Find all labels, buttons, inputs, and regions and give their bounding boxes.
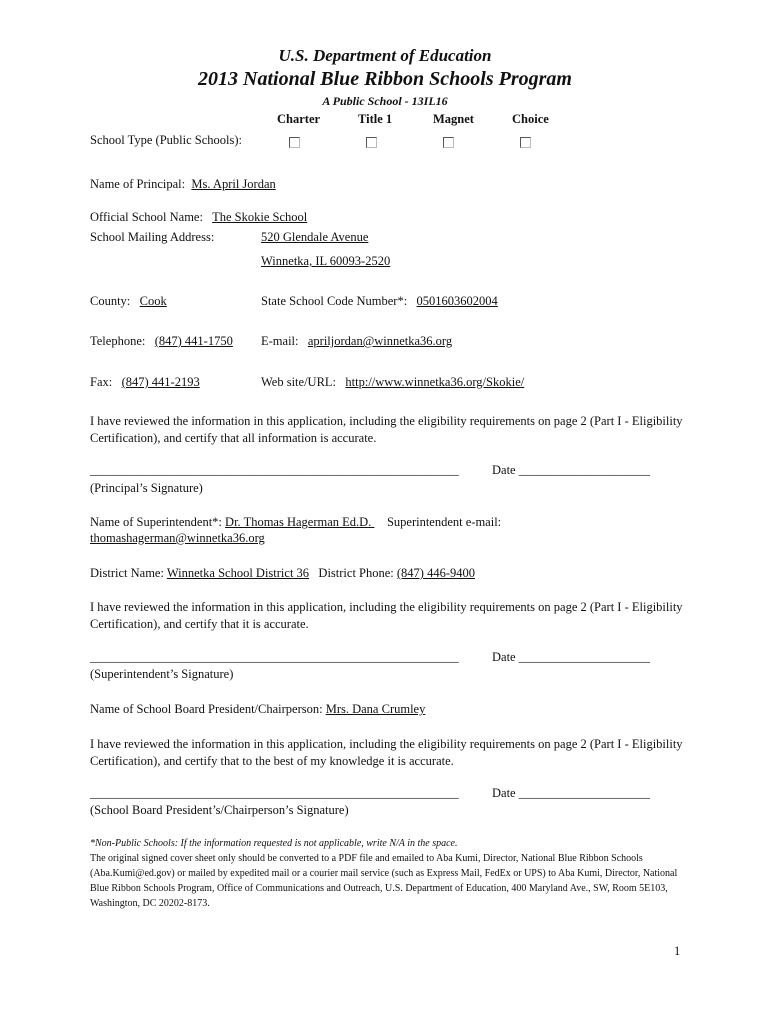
option-label-magnet: Magnet — [433, 112, 474, 126]
principal-date-row — [492, 463, 650, 478]
board-date-label: Date — [492, 786, 516, 800]
state-code-value: 0501603602004 — [416, 294, 498, 308]
county-value: Cook — [139, 294, 167, 308]
footnote — [90, 836, 690, 911]
principal-date-label: Date — [492, 463, 516, 477]
mailing-line2: Winnetka, IL 60093-2520 — [261, 254, 391, 268]
principal-signature-line: ___________________________________________________________ — [90, 463, 459, 477]
district-label: District Name: — [90, 566, 164, 580]
telephone-value: (847) 441-1750 — [154, 334, 233, 348]
board-date-row — [492, 786, 650, 801]
checkbox-magnet[interactable] — [443, 137, 454, 148]
fax-label: Fax: — [90, 375, 113, 389]
superintendent-label: Name of Superintendent*: — [90, 515, 222, 529]
telephone-row — [90, 334, 233, 349]
board-row — [90, 702, 425, 717]
county-label: County: — [90, 294, 131, 308]
superintendent-date-row — [492, 650, 650, 665]
district-row — [90, 566, 475, 581]
district-value: Winnetka School District 36 — [166, 566, 310, 580]
board-certification: I have reviewed the information in this application, including the eligibility requirements on page 2 (Part I - Eligibility Certification), and certify that to the best of my knowledge it is accurate. — [90, 737, 683, 768]
board-value: Mrs. Dana Crumley — [325, 702, 426, 716]
school-name-row — [90, 210, 307, 225]
mailing-label: School Mailing Address: — [90, 230, 215, 244]
superintendent-value: Dr. Thomas Hagerman Ed.D. — [225, 515, 375, 529]
principal-signature-caption: (Principal’s Signature) — [90, 481, 203, 495]
board-label: Name of School Board President/Chairperson: — [90, 702, 323, 716]
email-value[interactable]: apriljordan@winnetka36.org — [307, 334, 453, 348]
principal-row — [90, 177, 276, 192]
email-label: E-mail: — [261, 334, 299, 348]
county-row — [90, 294, 167, 309]
superintendent-signature-caption: (Superintendent’s Signature) — [90, 667, 234, 681]
option-label-charter: Charter — [277, 112, 321, 126]
page-number: 1 — [674, 944, 681, 958]
principal-label: Name of Principal: — [90, 177, 186, 191]
board-signature-caption: (School Board President’s/Chairperson’s Signature) — [90, 803, 349, 817]
district-phone-label: District Phone: — [318, 566, 394, 580]
state-code-label: State School Code Number*: — [261, 294, 408, 308]
checkbox-title1[interactable] — [366, 137, 377, 148]
email-row — [261, 334, 452, 349]
district-phone-value: (847) 446-9400 — [396, 566, 476, 580]
checkbox-choice[interactable] — [520, 137, 531, 148]
superintendent-date-label: Date — [492, 650, 516, 664]
state-code-row — [261, 294, 498, 309]
superintendent-row — [90, 515, 501, 530]
superintendent-signature-line: ___________________________________________________________ — [90, 650, 459, 664]
principal-date-line: _____________________ — [518, 463, 650, 477]
option-label-title1: Title 1 — [358, 112, 393, 126]
header-department: U.S. Department of Education — [278, 46, 492, 65]
fax-row — [90, 375, 200, 390]
website-label: Web site/URL: — [261, 375, 337, 389]
principal-value: Ms. April Jordan — [191, 177, 276, 191]
fax-value: (847) 441-2193 — [121, 375, 200, 389]
principal-certification: I have reviewed the information in this application, including the eligibility requirements on page 2 (Part I - Eligibility Certification), and certify that all information is accurate. — [90, 414, 683, 445]
board-date-line: _____________________ — [518, 786, 650, 800]
board-signature-line: ___________________________________________________________ — [90, 786, 459, 800]
superintendent-email-value[interactable]: thomashagerman@winnetka36.org — [90, 531, 265, 545]
school-name-value: The Skokie School — [212, 210, 308, 224]
mailing-line1: 520 Glendale Avenue — [261, 230, 369, 244]
header-school-id: A Public School - 13IL16 — [322, 94, 448, 108]
telephone-label: Telephone: — [90, 334, 146, 348]
superintendent-certification: I have reviewed the information in this application, including the eligibility requirements on page 2 (Part I - Eligibility Certification), and certify that it is accurate. — [90, 600, 683, 631]
school-name-label: Official School Name: — [90, 210, 203, 224]
superintendent-date-line: _____________________ — [518, 650, 650, 664]
school-type-label: School Type (Public Schools): — [90, 133, 243, 147]
website-value[interactable]: http://www.winnetka36.org/Skokie/ — [345, 375, 525, 389]
footnote-instructions: The original signed cover sheet only should be converted to a PDF file and emailed to Aba Kumi, Director, National Blue Ribbon Schools (Aba.Kumi@ed.gov) or mailed by expedited mail or a courier mail service (such as Express Mail, FedEx or UPS) to Aba Kumi, Director, National Blue Ribbon Schools Program, Office of Communications and Outreach, U.S. Department of Education, 400 Maryland Ave., SW, Room 5E103, Washington, DC 20202-8173. — [90, 853, 678, 909]
header-program-title: 2013 National Blue Ribbon Schools Program — [198, 68, 572, 90]
superintendent-email-label: Superintendent e-mail: — [386, 515, 502, 529]
website-row — [261, 375, 524, 390]
checkbox-charter[interactable] — [289, 137, 300, 148]
footnote-nonpublic: *Non-Public Schools: If the information requested is not applicable, write N/A in the space. — [90, 838, 458, 849]
option-label-choice: Choice — [512, 112, 549, 126]
